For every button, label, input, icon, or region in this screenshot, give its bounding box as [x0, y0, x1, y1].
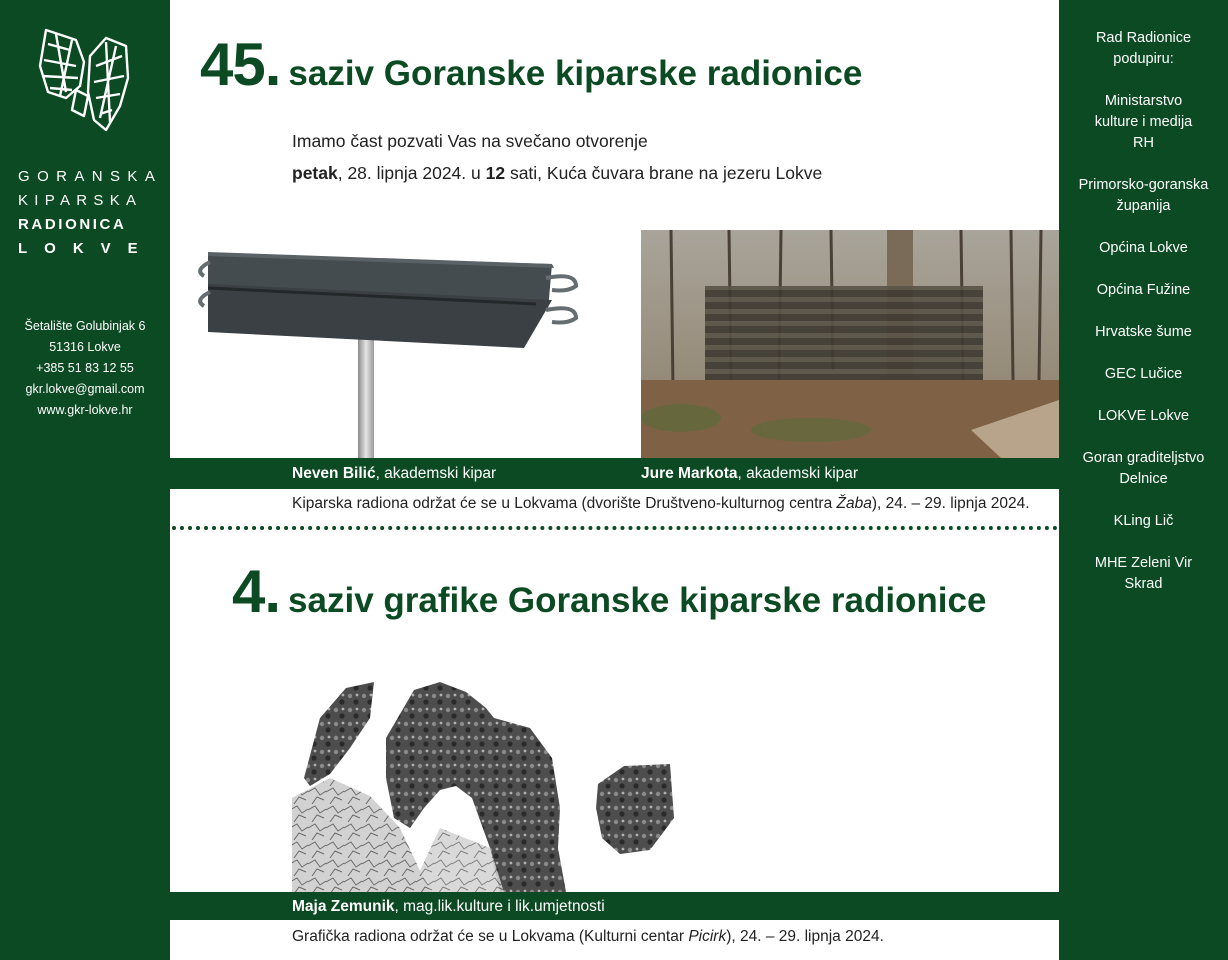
contact-email: gkr.lokve@gmail.com	[25, 382, 145, 396]
artist-bilic-name: Neven Bilić	[292, 465, 376, 482]
contact-address: Šetalište Golubinjak 6	[24, 319, 146, 333]
section1-venue-note	[292, 495, 1030, 513]
sponsor-item: Hrvatske šume	[1095, 324, 1192, 340]
sponsors-list	[1059, 28, 1228, 616]
contact-phone: +385 51 83 12 55	[36, 361, 134, 375]
brand-line-radionica: RADIONICA	[18, 216, 127, 233]
sponsor-item: Ministarstvo kulture i medija RH	[1094, 93, 1193, 151]
invitation-day: petak	[292, 163, 338, 183]
gkr-logo-icon	[36, 26, 132, 134]
sponsor-item: Općina Fužine	[1096, 282, 1191, 298]
artist-bilic	[292, 465, 496, 483]
sponsor-item: Općina Lokve	[1099, 240, 1188, 256]
section2-venue-note	[292, 928, 884, 946]
contact-info	[0, 316, 170, 421]
section1-title	[200, 30, 862, 99]
invitation-line1: Imamo čast pozvati Vas na svečano otvorenje	[292, 131, 648, 151]
section2-artist-band	[170, 892, 1059, 920]
sponsor-item: LOKVE Lokve	[1097, 408, 1190, 424]
sponsor-item: MHE Zeleni Vir Skrad	[1094, 555, 1193, 592]
section2-note-pre: Grafička radiona održat će se u Lokvama (Kulturni centar	[292, 928, 689, 945]
section1-number: 45.	[200, 31, 281, 98]
artist-bilic-title: , akademski kipar	[375, 465, 497, 482]
section1-artists-band	[170, 458, 1059, 489]
sponsor-item: KLing Lič	[1113, 513, 1174, 529]
sponsors-sidebar	[1059, 0, 1228, 960]
contact-postal: 51316 Lokve	[49, 340, 121, 354]
invitation-place: sati, Kuća čuvara brane na jezeru Lokve	[505, 163, 823, 183]
brand-line-kiparska: KIPARSKA	[18, 192, 143, 209]
artist-markota	[641, 465, 858, 483]
section2-note-venue: Picirk	[688, 928, 727, 945]
section1-title-text: saziv Goranske kiparske radionice	[288, 54, 863, 93]
artist-zemunik	[292, 898, 605, 916]
section-divider	[172, 526, 1058, 530]
invitation-hour: 12	[485, 163, 506, 183]
sponsor-item: Goran graditeljstvo Delnice	[1082, 450, 1205, 487]
sponsors-intro: Rad Radionice podupiru:	[1095, 30, 1192, 67]
section2-title	[232, 557, 986, 626]
section2-title-text: saziv grafike Goranske kiparske radionice	[288, 581, 987, 620]
artist-markota-title: , akademski kipar	[737, 465, 859, 482]
sponsor-item: GEC Lučice	[1104, 366, 1183, 382]
artist-zemunik-name: Maja Zemunik	[292, 898, 395, 915]
invitation-text	[292, 125, 822, 189]
contact-web: www.gkr-lokve.hr	[37, 403, 133, 417]
brand-line-goranska: GORANSKA	[18, 168, 163, 185]
sculpture-photo-bilic	[196, 240, 588, 458]
artist-zemunik-title: , mag.lik.kulture i lik.umjetnosti	[394, 898, 605, 915]
section1-note-pre: Kiparska radiona održat će se u Lokvama (dvorište Društveno-kulturnog centra	[292, 495, 837, 512]
left-sidebar	[0, 0, 170, 960]
graphic-art-zemunik	[290, 678, 760, 892]
section1-note-venue: Žaba	[836, 495, 872, 512]
brand-name	[18, 165, 163, 261]
artist-markota-name: Jure Markota	[641, 465, 738, 482]
section1-note-post: ), 24. – 29. lipnja 2024.	[871, 495, 1030, 512]
sculpture-photo-markota	[641, 230, 1059, 458]
brand-line-lokve: LOKVE	[18, 240, 155, 257]
invitation-line2	[292, 157, 822, 189]
invitation-date: , 28. lipnja 2024. u	[337, 163, 486, 183]
section2-note-post: ), 24. – 29. lipnja 2024.	[726, 928, 884, 945]
section2-number: 4.	[232, 558, 281, 625]
sponsor-item: Primorsko-goranska županija	[1078, 177, 1209, 214]
